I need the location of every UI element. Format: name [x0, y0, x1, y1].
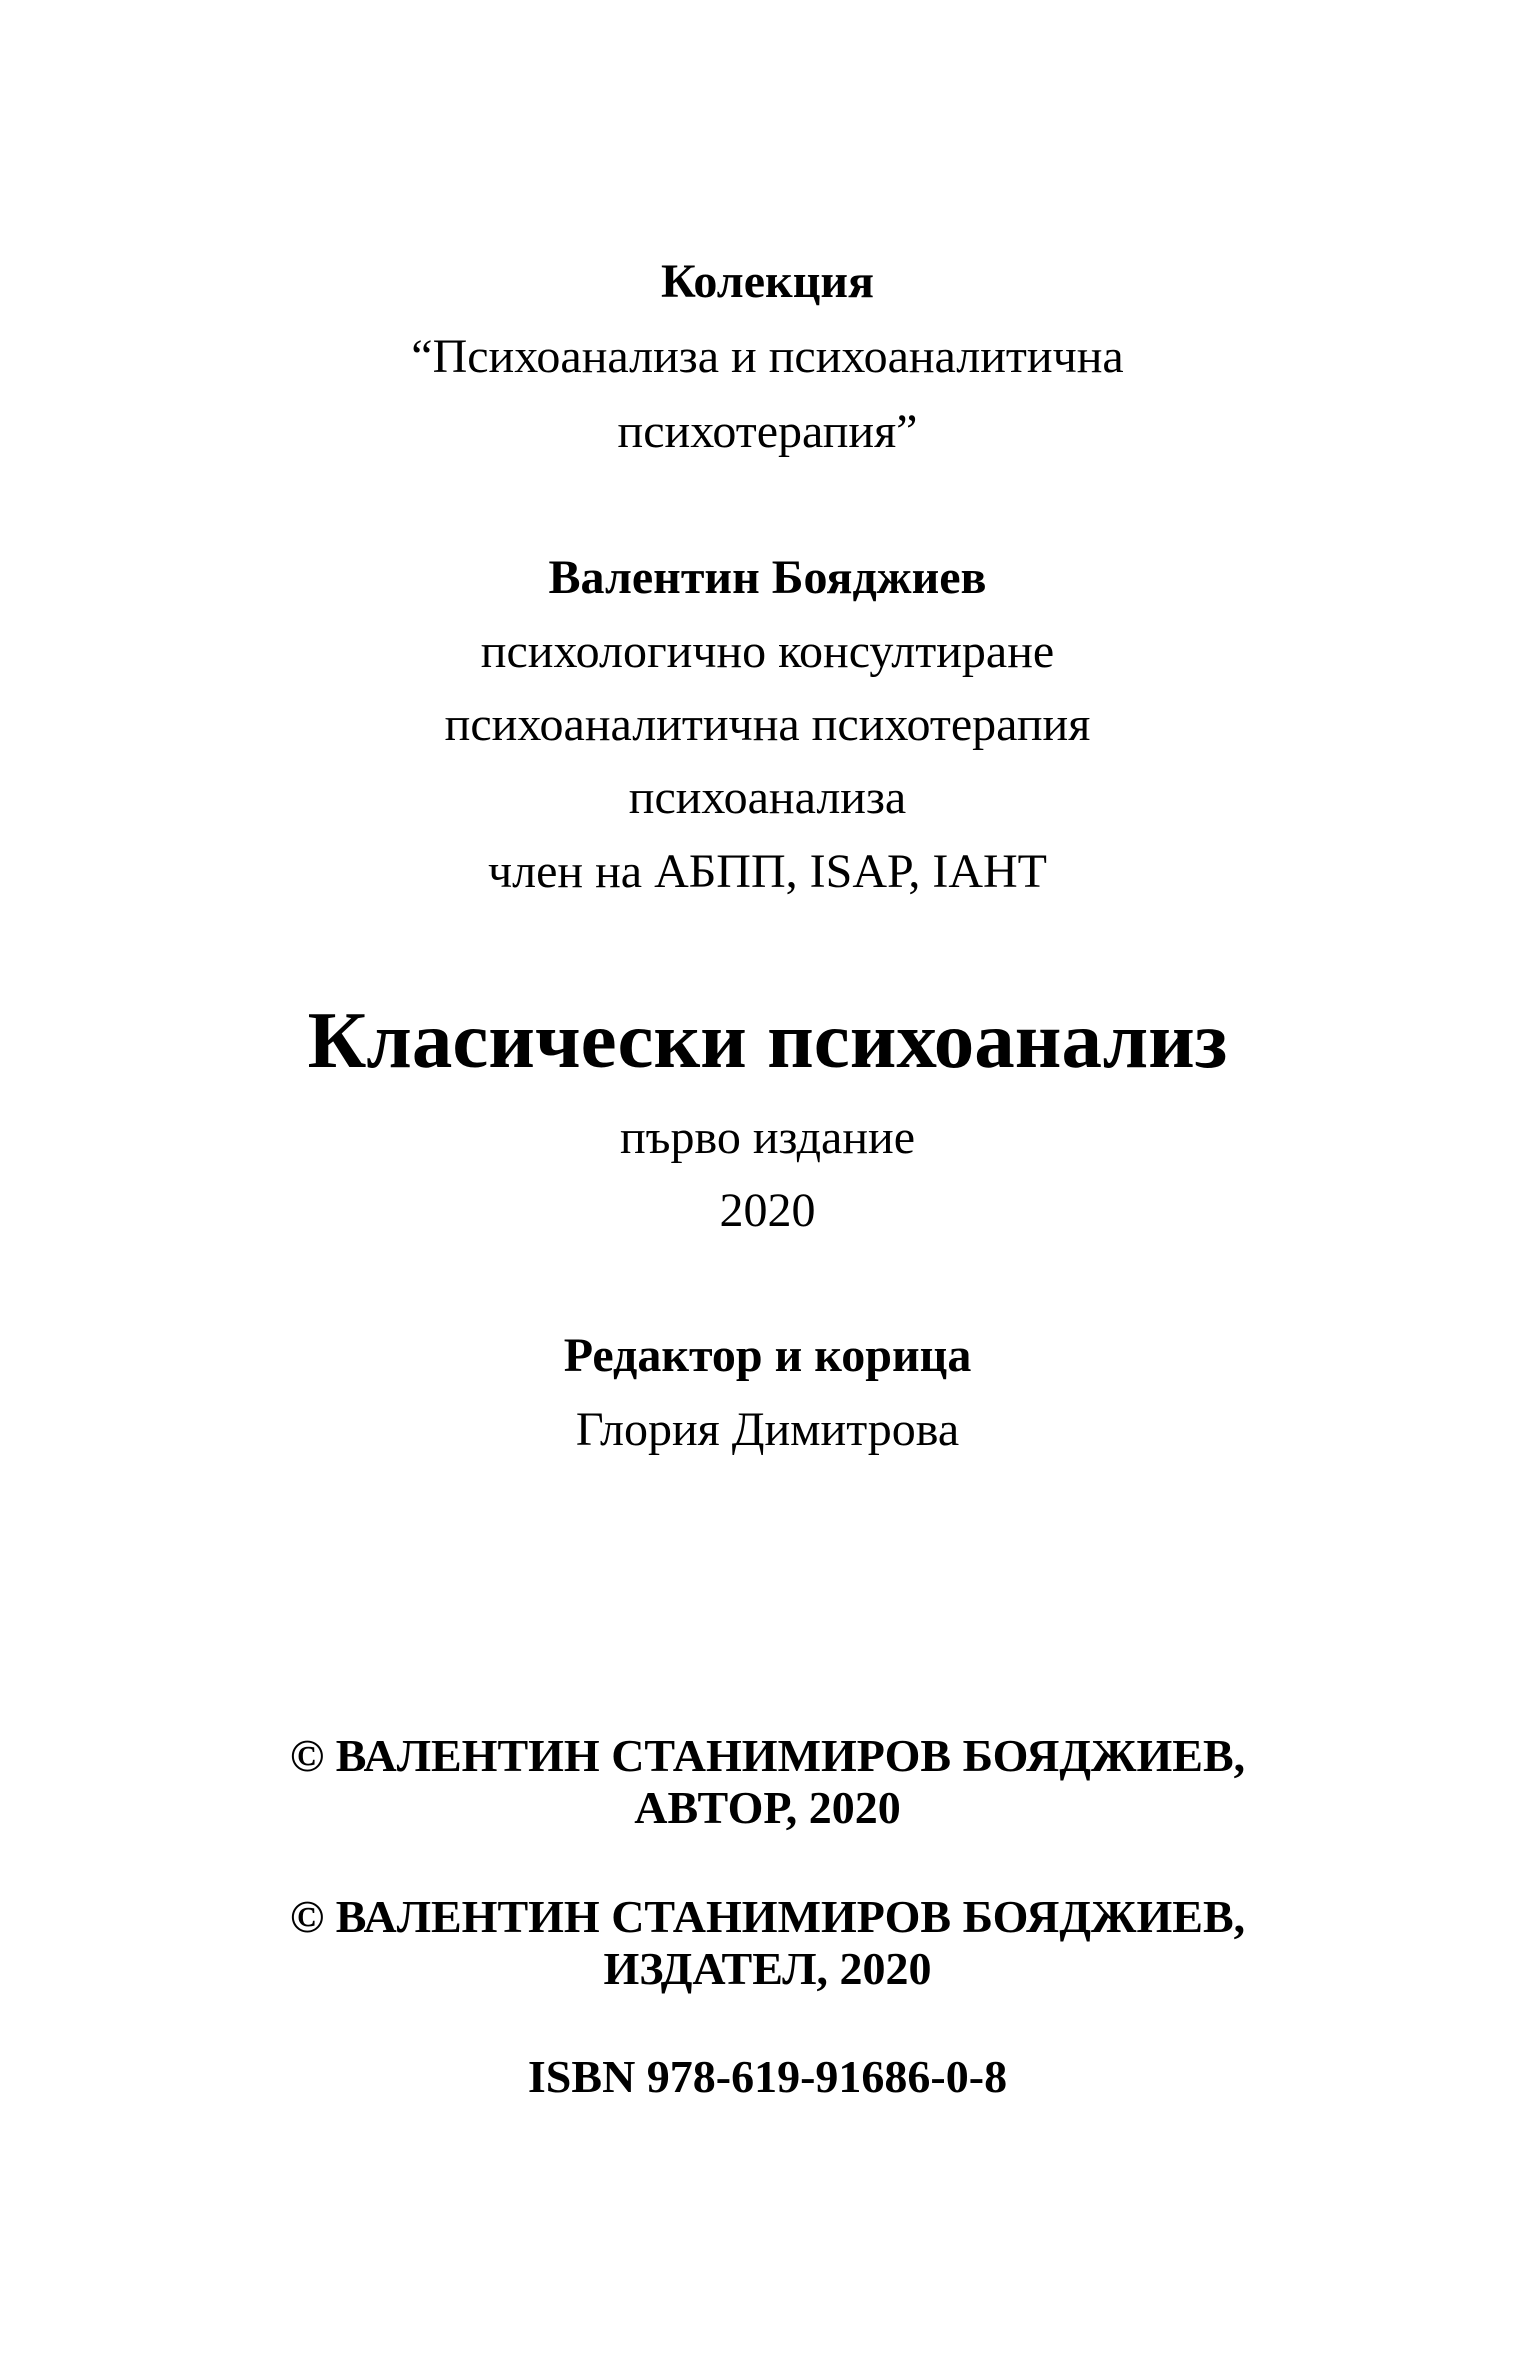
editor-heading: Редактор и корица: [563, 1329, 972, 1382]
book-title: Класически психоанализ: [307, 995, 1228, 1085]
book-year: 2020: [719, 1184, 816, 1237]
collection-name-line-2: психотерапия”: [617, 405, 918, 458]
copyright-author-line-1: © ВАЛЕНТИН СТАНИМИРОВ БОЯДЖИЕВ,: [289, 1730, 1246, 1781]
author-name: Валентин Бояджиев: [548, 551, 987, 604]
isbn: ISBN 978-619-91686-0-8: [527, 2051, 1008, 2102]
copyright-publisher-line-2: ИЗДАТЕЛ, 2020: [603, 1943, 932, 1994]
author-role: психоаналитична психотерапия: [444, 698, 1091, 751]
copyright-author-line-2: АВТОР, 2020: [634, 1782, 901, 1833]
book-edition: първо издание: [619, 1111, 916, 1164]
author-role: психологично консултиране: [480, 625, 1055, 678]
collection-heading: Колекция: [661, 255, 874, 308]
copyright-publisher-line-1: © ВАЛЕНТИН СТАНИМИРОВ БОЯДЖИЕВ,: [289, 1891, 1246, 1942]
author-role: психоанализа: [628, 771, 907, 824]
collection-name-line-1: “Психоанализа и психоаналитична: [411, 330, 1124, 383]
editor-name: Глория Димитрова: [575, 1403, 960, 1456]
author-role: член на АБПП, ISAP, IAHT: [488, 845, 1047, 898]
